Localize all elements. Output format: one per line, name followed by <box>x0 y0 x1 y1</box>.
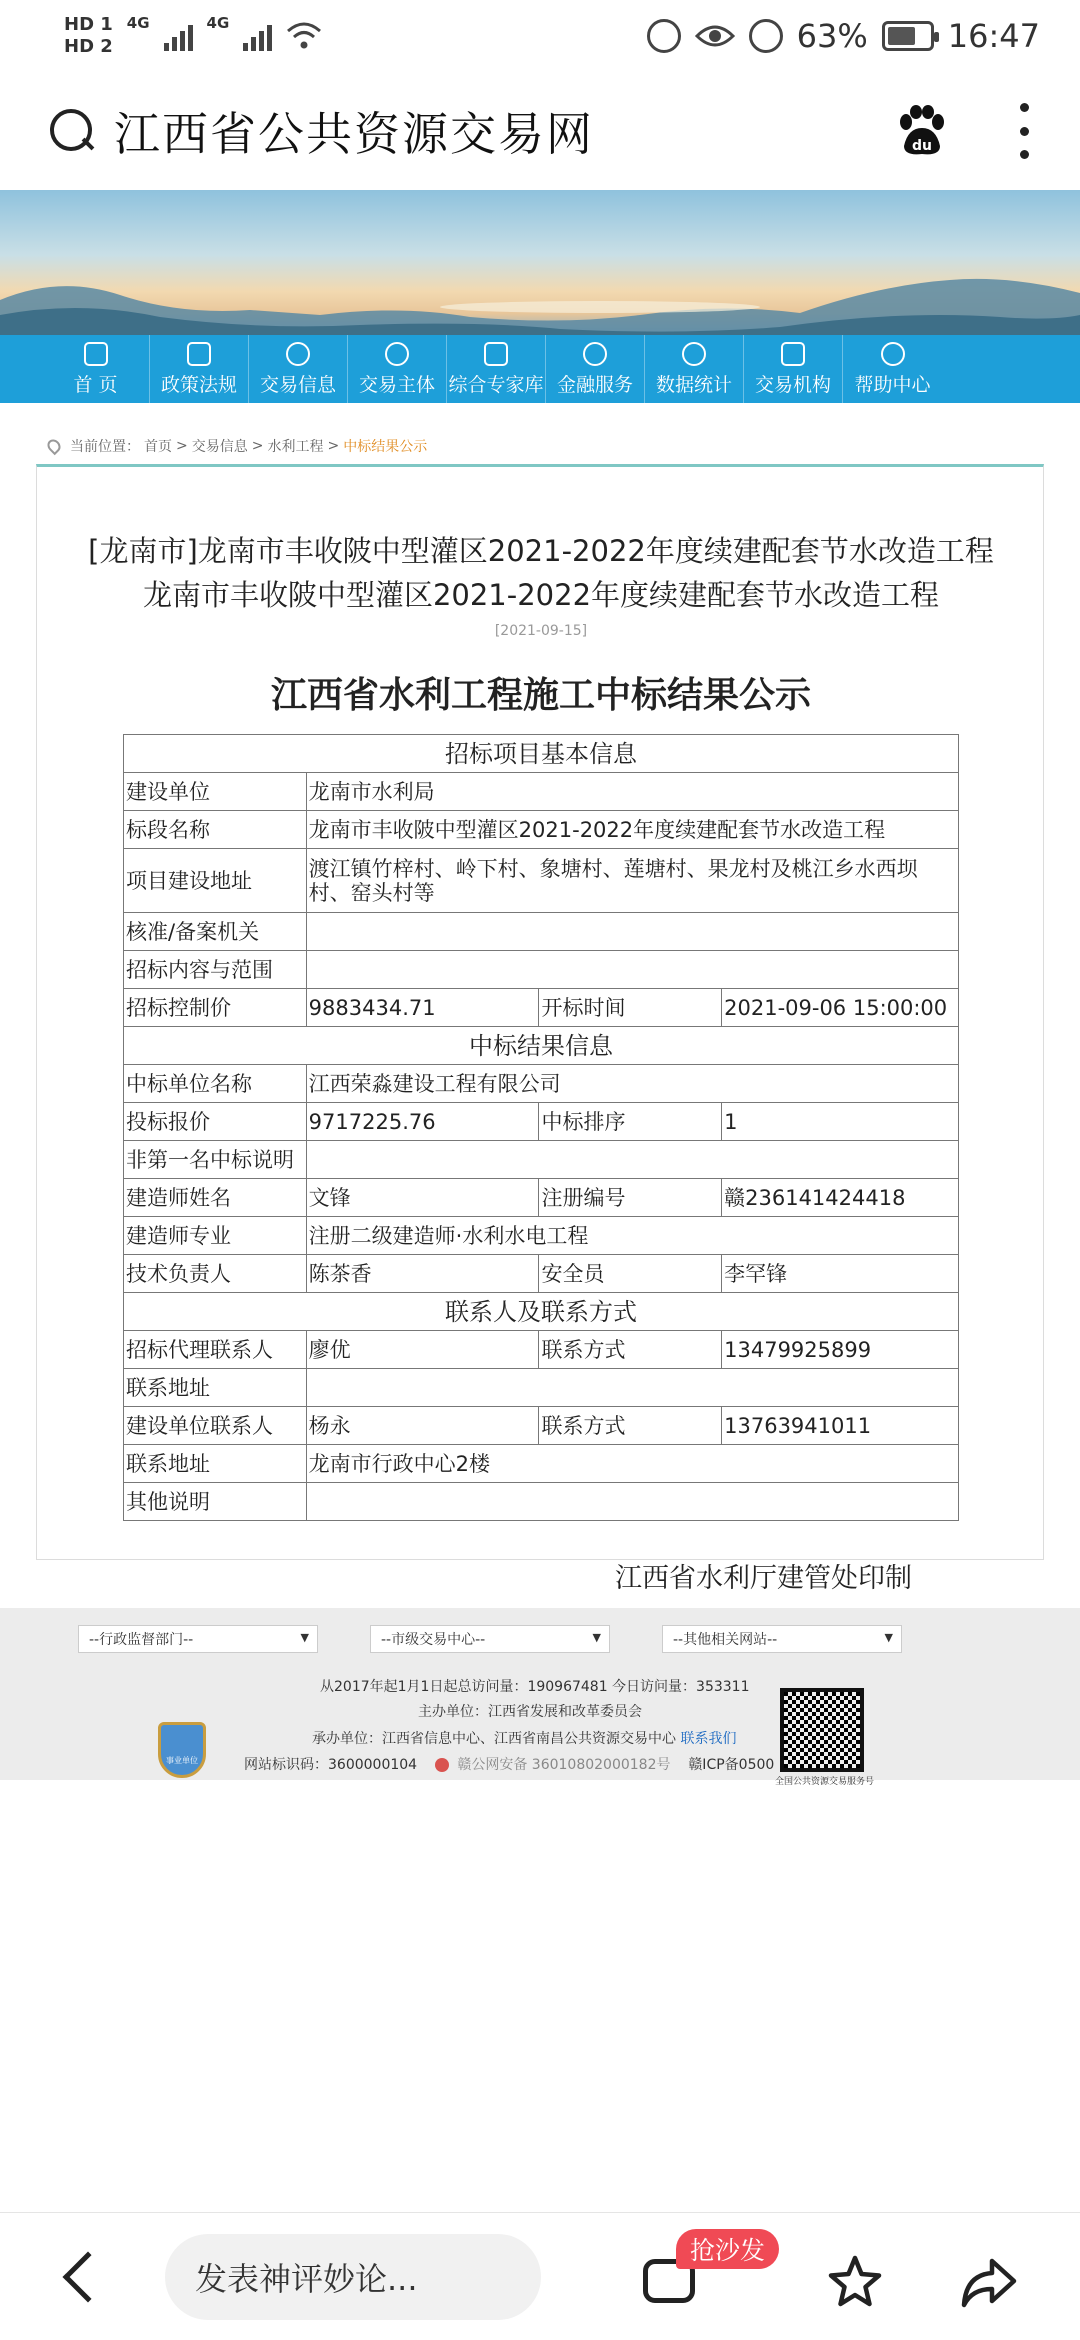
label-constructor: 建造师姓名 <box>124 1179 307 1217</box>
user-icon <box>385 342 409 366</box>
value-scope <box>306 951 958 989</box>
organizer-line <box>312 1728 736 1748</box>
label-safety: 安全员 <box>539 1255 722 1293</box>
dropdown-caret-icon: ▼ <box>884 1631 893 1644</box>
nav-label: 帮助中心 <box>854 373 931 396</box>
section-header-contact: 联系人及联系方式 <box>124 1293 959 1331</box>
svg-text:du: du <box>912 138 932 154</box>
table-row <box>124 735 959 773</box>
breadcrumb-home[interactable]: 首页 <box>144 439 172 455</box>
badge-text: 事业单位 <box>166 1756 198 1765</box>
table-row <box>124 849 959 913</box>
nav-label: 数据统计 <box>655 373 732 396</box>
print-note: 江西省水利厅建管处印制 <box>615 1563 912 1594</box>
value-constructor: 文锋 <box>306 1179 539 1217</box>
breadcrumb-current: 中标结果公示 <box>343 439 428 455</box>
info-icon <box>286 342 310 366</box>
location-pin-icon <box>45 437 63 455</box>
select-supervision-dept[interactable] <box>78 1625 318 1653</box>
nav-label: 交易信息 <box>259 373 336 396</box>
comment-input[interactable]: 发表神评妙论... <box>165 2234 541 2320</box>
signal-icon <box>164 21 193 51</box>
select-value: --市级交易中心-- <box>381 1632 486 1648</box>
site-id-text: 网站标识码：3600000104 <box>244 1757 418 1773</box>
table-row <box>124 1179 959 1217</box>
table-row <box>124 1483 959 1521</box>
value-other <box>306 1483 958 1521</box>
title-line-2: 龙南市丰收陂中型灌区2021-2022年度续建配套节水改造工程 <box>142 578 940 612</box>
label-lot: 标段名称 <box>124 811 307 849</box>
table-row <box>124 1027 959 1065</box>
breadcrumb-separator: > <box>176 438 188 454</box>
network-label-1: 4G <box>126 14 150 32</box>
yen-icon <box>583 342 607 366</box>
nav-institutions[interactable] <box>744 335 843 403</box>
label-control-price: 招标控制价 <box>124 989 307 1027</box>
status-right <box>647 17 1040 55</box>
clock: 16:47 <box>947 17 1040 55</box>
table-row <box>124 1103 959 1141</box>
table-row <box>124 989 959 1027</box>
visit-counter: 从2017年起1月1日起总访问量：190967481 今日访问量：353311 <box>320 1679 750 1695</box>
nav-expert-library[interactable] <box>447 335 546 403</box>
battery-percent: 63% <box>796 17 868 55</box>
breadcrumb-trade-info[interactable]: 交易信息 <box>191 439 248 455</box>
label-specialty: 建造师专业 <box>124 1217 307 1255</box>
baidu-paw-icon[interactable] <box>894 104 948 158</box>
table-row <box>124 773 959 811</box>
main-nav <box>0 335 1080 403</box>
nav-trade-subject[interactable] <box>348 335 447 403</box>
browser-bottom-bar <box>0 2212 1080 2340</box>
label-scope: 招标内容与范围 <box>124 951 307 989</box>
breadcrumb-water[interactable]: 水利工程 <box>267 439 324 455</box>
table-row <box>124 913 959 951</box>
label-bid-price: 投标报价 <box>124 1103 307 1141</box>
mountain-illustration <box>0 255 1080 335</box>
status-bar <box>0 0 1080 72</box>
table-row <box>124 1255 959 1293</box>
home-icon <box>84 342 108 366</box>
qr-code-icon <box>780 1688 864 1772</box>
label-owner-address: 联系地址 <box>124 1445 307 1483</box>
nav-home[interactable] <box>42 335 150 403</box>
table-row <box>124 1141 959 1179</box>
dropdown-caret-icon: ▼ <box>300 1631 309 1644</box>
police-record-link[interactable]: 赣公网安备 36010802000182号 <box>457 1757 671 1773</box>
value-owner-contact: 杨永 <box>306 1407 539 1445</box>
label-agent-contact: 招标代理联系人 <box>124 1331 307 1369</box>
label-open-time: 开标时间 <box>539 989 722 1027</box>
breadcrumb-separator: > <box>327 438 340 454</box>
select-related-sites[interactable] <box>662 1625 902 1653</box>
breadcrumb <box>48 436 427 456</box>
value-lot: 龙南市丰收陂中型灌区2021-2022年度续建配套节水改造工程 <box>306 811 958 849</box>
value-control-price: 9883434.71 <box>306 989 539 1027</box>
select-city-center[interactable] <box>370 1625 610 1653</box>
label-builder: 建设单位 <box>124 773 307 811</box>
nav-label: 金融服务 <box>556 373 633 396</box>
qr-caption: 全国公共资源交易服务号 <box>775 1777 875 1787</box>
id-card-icon <box>484 342 508 366</box>
label-agent-phone: 联系方式 <box>539 1331 722 1369</box>
table-row <box>124 811 959 849</box>
value-builder: 龙南市水利局 <box>306 773 958 811</box>
value-agent-contact: 廖优 <box>306 1331 539 1369</box>
document-title <box>37 529 1045 617</box>
public-institution-badge-icon[interactable] <box>158 1722 206 1778</box>
signal-icon-2 <box>243 21 272 51</box>
table-row <box>124 1331 959 1369</box>
value-rank: 1 <box>722 1103 959 1141</box>
icp-record-link[interactable]: 赣ICP备0500 <box>688 1757 775 1773</box>
search-icon[interactable] <box>50 109 94 153</box>
publish-date: [2021-09-15] <box>494 623 588 639</box>
site-banner <box>0 190 1080 335</box>
database-icon <box>682 342 706 366</box>
table-row <box>124 1217 959 1255</box>
label-non-first: 非第一名中标说明 <box>124 1141 307 1179</box>
star-favorite-icon[interactable] <box>826 2253 884 2311</box>
table-row <box>124 1445 959 1483</box>
nav-trade-info[interactable] <box>249 335 348 403</box>
browser-bar <box>0 72 1080 190</box>
nav-finance[interactable] <box>546 335 645 403</box>
data-saver-icon <box>647 19 681 53</box>
eye-icon <box>695 22 735 50</box>
bid-result-table <box>123 734 959 1521</box>
table-row <box>124 1065 959 1103</box>
status-left <box>64 14 322 58</box>
value-safety: 李罕锋 <box>722 1255 959 1293</box>
first-comment-badge[interactable]: 抢沙发 <box>676 2229 779 2269</box>
breadcrumb-prefix: 当前位置： <box>70 439 140 455</box>
document-icon <box>187 342 211 366</box>
label-agent-address: 联系地址 <box>124 1369 307 1407</box>
table-row <box>124 951 959 989</box>
nav-policy[interactable] <box>150 335 249 403</box>
footer-ids-line <box>244 1754 774 1774</box>
table-row <box>124 1369 959 1407</box>
network-label-2: 4G <box>206 14 230 32</box>
back-icon[interactable] <box>63 2252 114 2303</box>
more-menu-icon[interactable] <box>1018 103 1030 159</box>
dropdown-caret-icon: ▼ <box>592 1631 601 1644</box>
value-owner-address: 龙南市行政中心2楼 <box>306 1445 958 1483</box>
value-tech-lead: 陈茶香 <box>306 1255 539 1293</box>
value-reg-no: 赣236141424418 <box>722 1179 959 1217</box>
section-header-result: 中标结果信息 <box>124 1027 959 1065</box>
label-other: 其他说明 <box>124 1483 307 1521</box>
contact-us-link[interactable]: 联系我们 <box>680 1731 737 1747</box>
organizer-text: 承办单位：江西省信息中心、江西省南昌公共资源交易中心 <box>312 1731 676 1747</box>
nav-label: 交易机构 <box>754 373 831 396</box>
label-owner-contact: 建设单位联系人 <box>124 1407 307 1445</box>
nav-statistics[interactable] <box>645 335 744 403</box>
label-owner-phone: 联系方式 <box>539 1407 722 1445</box>
police-badge-icon <box>435 1758 449 1772</box>
hd1-label: HD 1 <box>64 14 113 35</box>
value-winner: 江西荣淼建设工程有限公司 <box>306 1065 958 1103</box>
value-agent-address <box>306 1369 958 1407</box>
section-header-basic: 招标项目基本信息 <box>124 735 959 773</box>
browser-title[interactable]: 江西省公共资源交易网 <box>114 107 594 161</box>
label-rank: 中标排序 <box>539 1103 722 1141</box>
document-heading: 江西省水利工程施工中标结果公示 <box>270 675 811 716</box>
value-specialty: 注册二级建造师·水利水电工程 <box>306 1217 958 1255</box>
label-reg-no: 注册编号 <box>539 1179 722 1217</box>
select-value: --其他相关网站-- <box>673 1632 778 1648</box>
table-row <box>124 1293 959 1331</box>
wifi-icon <box>286 21 322 51</box>
hd-indicator <box>64 14 113 58</box>
nav-label: 交易主体 <box>358 373 435 396</box>
nav-label: 首 页 <box>73 373 118 396</box>
label-site: 项目建设地址 <box>124 849 307 913</box>
site-footer <box>0 1608 1080 1787</box>
value-open-time: 2021-09-06 15:00:00 <box>722 989 959 1027</box>
label-tech-lead: 技术负责人 <box>124 1255 307 1293</box>
sponsor-text: 主办单位：江西省发展和改革委员会 <box>418 1704 642 1720</box>
alarm-icon <box>749 19 783 53</box>
value-non-first <box>306 1141 958 1179</box>
nav-help[interactable] <box>843 335 942 403</box>
value-site: 渡江镇竹梓村、岭下村、象塘村、莲塘村、果龙村及桃江乡水西坝村、窑头村等 <box>306 849 958 913</box>
nav-label: 综合专家库 <box>448 373 544 396</box>
label-winner: 中标单位名称 <box>124 1065 307 1103</box>
value-bid-price: 9717225.76 <box>306 1103 539 1141</box>
table-row <box>124 1407 959 1445</box>
content-card <box>36 464 1044 1560</box>
hd2-label: HD 2 <box>64 36 113 57</box>
nav-label: 政策法规 <box>160 373 237 396</box>
breadcrumb-separator: > <box>251 438 264 454</box>
share-icon[interactable] <box>960 2255 1018 2311</box>
value-agent-phone[interactable]: 13479925899 <box>722 1331 959 1369</box>
battery-icon <box>882 21 934 51</box>
value-approval <box>306 913 958 951</box>
help-icon <box>881 342 905 366</box>
org-chart-icon <box>781 342 805 366</box>
title-line-1: [龙南市]龙南市丰收陂中型灌区2021-2022年度续建配套节水改造工程 <box>88 534 994 568</box>
select-value: --行政监督部门-- <box>89 1632 194 1648</box>
label-approval: 核准/备案机关 <box>124 913 307 951</box>
value-owner-phone[interactable]: 13763941011 <box>722 1407 959 1445</box>
